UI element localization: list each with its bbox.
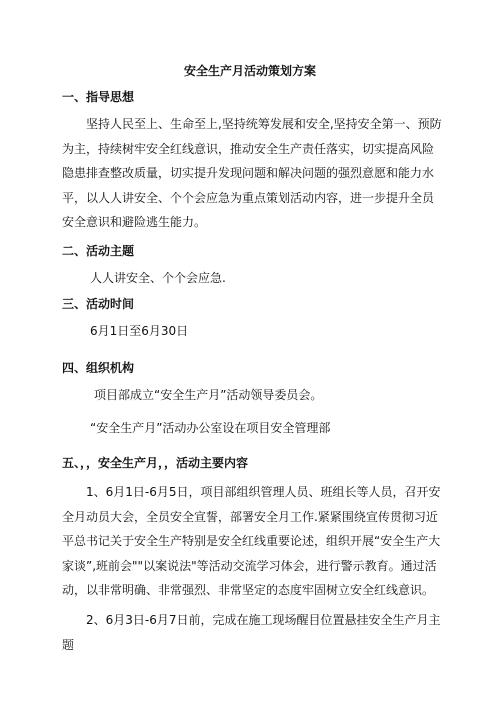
section-5-heading: 五、，，安全生产月，，活动主要内容 (62, 456, 249, 470)
section-1-text: 坚持人民至上、生命至上,坚持统筹发展和安全,坚持安全第一、预防为主，持续树牢安全红线意识，推动安全生产责任落实，切实提高风险隐患排查整改质量，切实提升发现问题和解决问题的强烈意愿和能力水平，以人人讲安全、个个会应急为重点策划活动内容，进一步提升全员安全意识和避险逃生能力。 (62, 117, 442, 229)
section-4-line-2: “安全生产月”活动办公室设在项目安全管理部 (90, 421, 331, 435)
section-2-body: 人人讲安全、个个会应急. (90, 271, 226, 285)
section-5-item-1-text: 1、6月1日-6月5日，项目部组织管理人员、班组长等人员，召开安全月动员大会，全员安全宣誓，部署安全月工作.紧紧围绕宣传贯彻习近平总书记关于安全生产特别是安全红线重要论述，组织开展“安全生产大家谈”,班前会""以案说法"等活动交流学习体会，进行警示教育。通过活动，以非常明确、非常强烈、非常坚定的态度牢固树立安全红线意识。 (62, 485, 441, 597)
section-3-body: 6月1日至6月30日 (90, 324, 189, 338)
section-5-item-2-text: 2、6月3日-6月7日前，完成在施工现场醒目位置悬挂安全生产月主题 (62, 613, 441, 652)
section-5-item-1 (62, 480, 443, 603)
section-2-heading: 二、活动主题 (62, 244, 135, 258)
document-title: 安全生产月活动策划方案 (183, 64, 316, 78)
section-5-item-2 (62, 608, 443, 657)
section-4-line-1: 项目部成立“安全生产月”活动领导委员会。 (94, 388, 323, 402)
section-1-heading: 一、指导思想 (62, 90, 135, 104)
section-3-heading: 三、活动时间 (62, 297, 135, 311)
section-1-body (62, 112, 443, 235)
section-4-heading: 四、组织机构 (62, 361, 135, 375)
